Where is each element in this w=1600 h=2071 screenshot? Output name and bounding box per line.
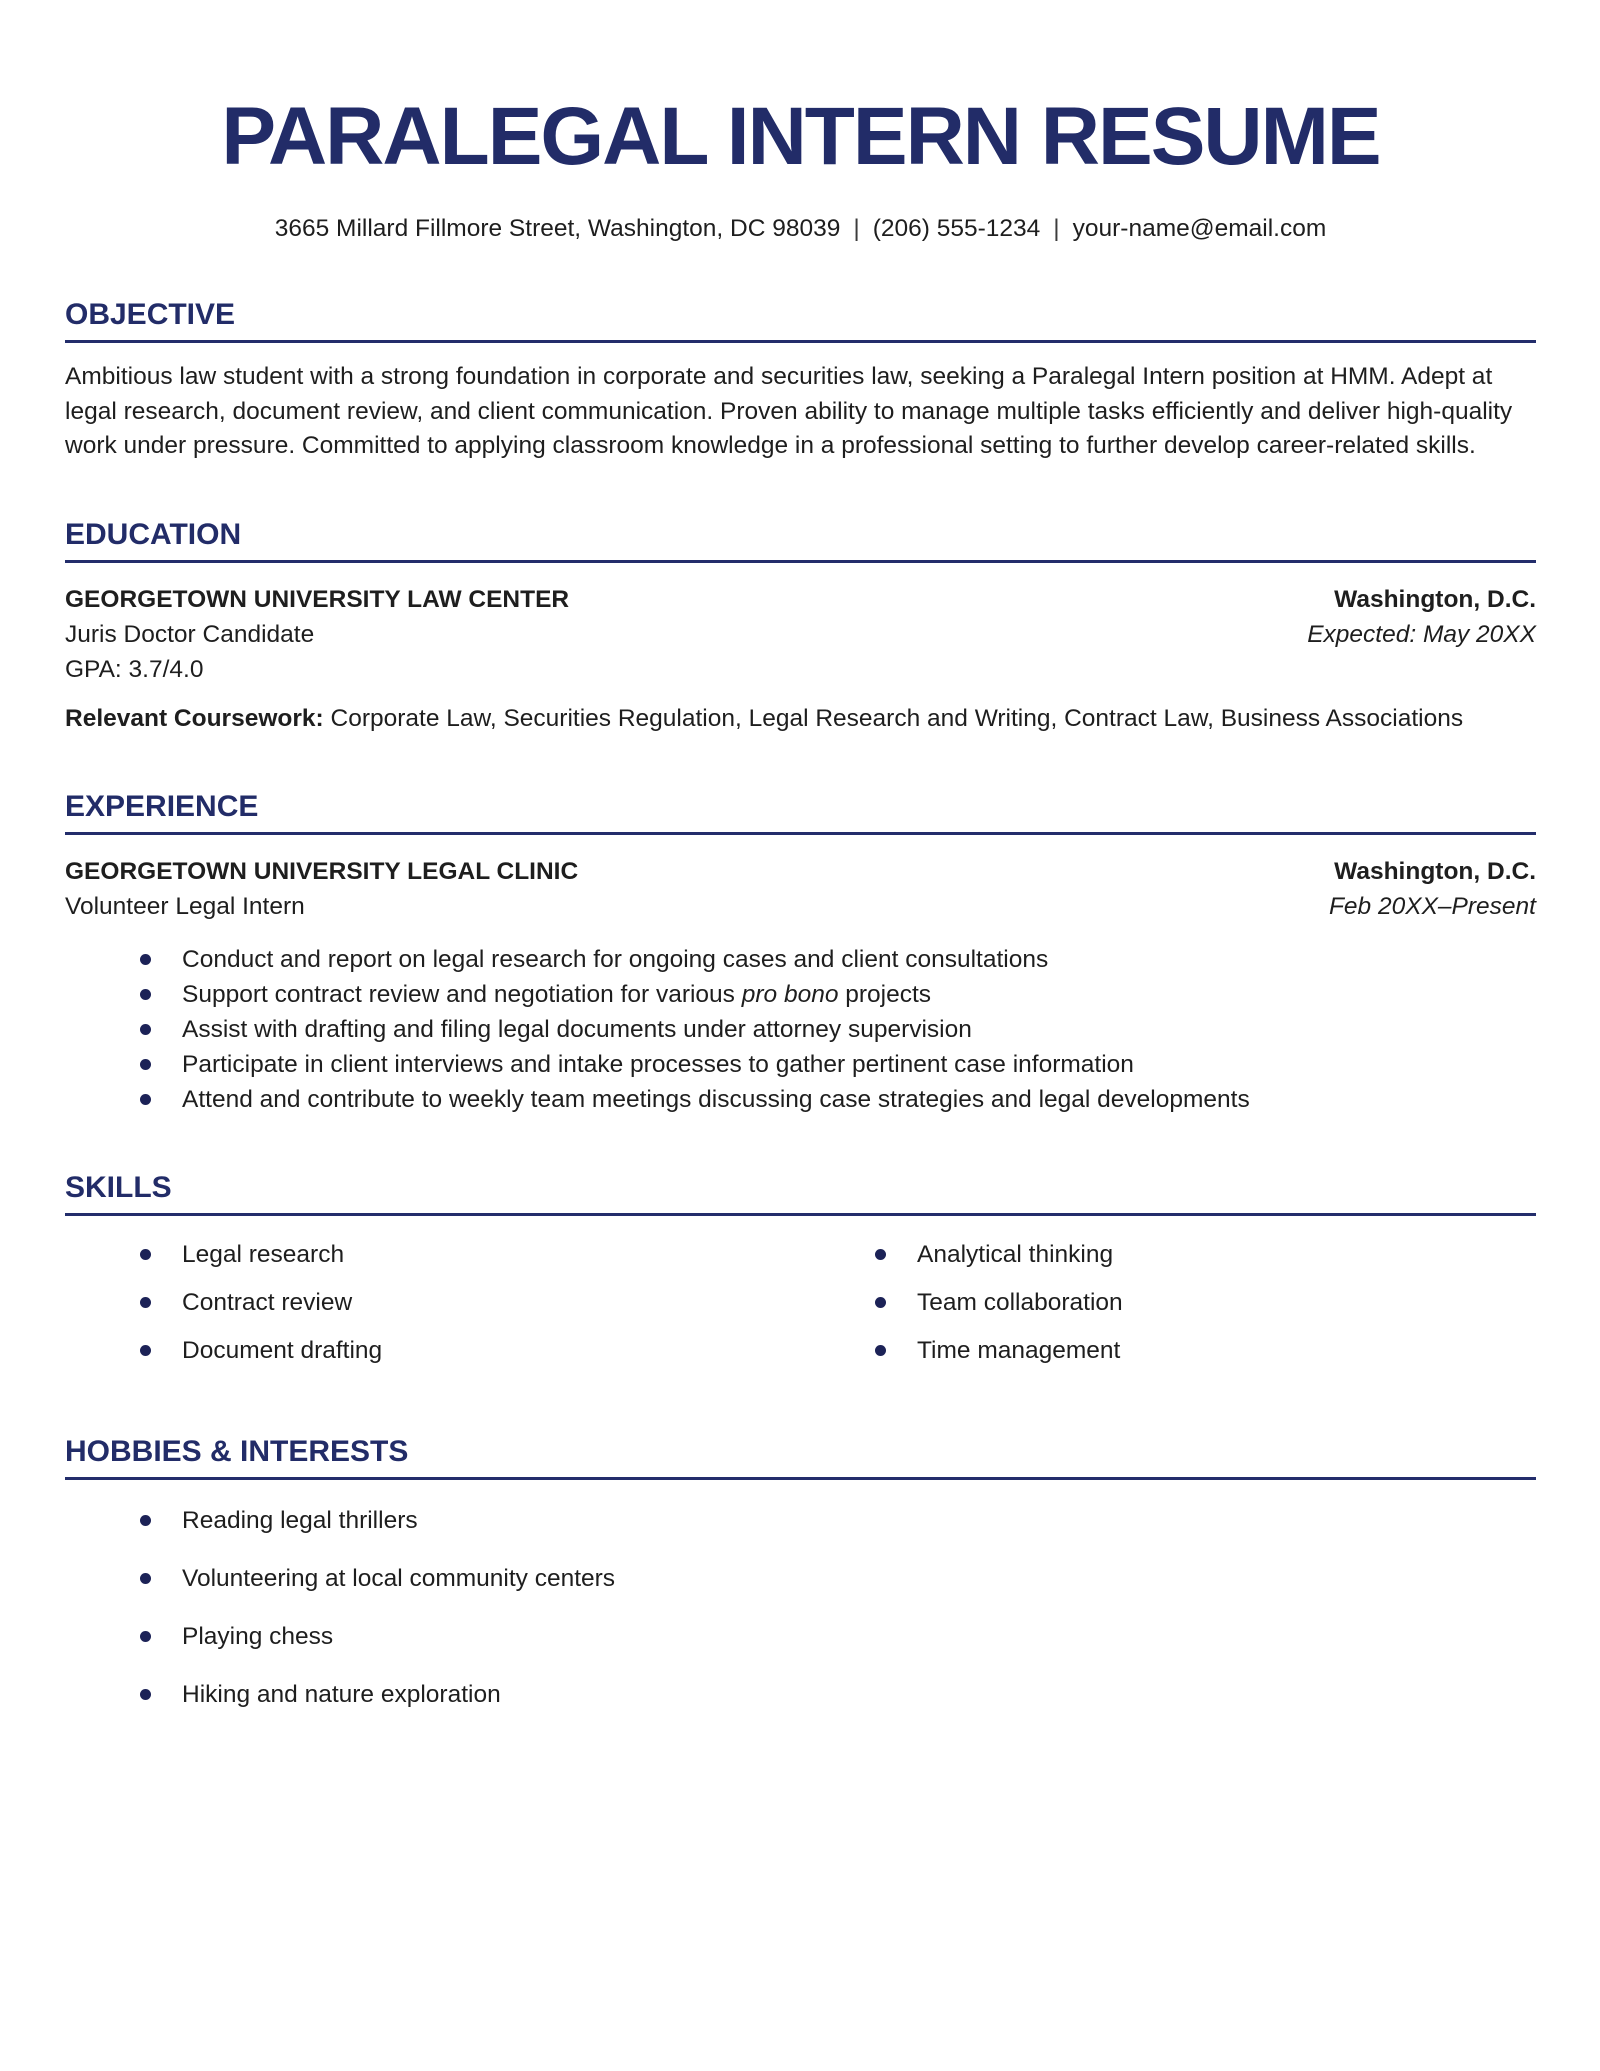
education-gpa-row — [65, 652, 1536, 687]
hobby-item: Hiking and nature exploration — [140, 1677, 1536, 1712]
bullet-text: Conduct and report on legal research for ongoing cases and client consultations — [182, 946, 1049, 973]
section-objective — [65, 299, 1536, 464]
section-education — [65, 519, 1536, 737]
skills-column-left — [65, 1237, 800, 1381]
skill-item: Time management — [875, 1333, 1536, 1368]
education-school: GEORGETOWN UNIVERSITY LAW CENTER — [65, 585, 570, 613]
education-degree: Juris Doctor Candidate — [65, 620, 315, 648]
bullet-text: projects — [838, 981, 932, 1008]
experience-employer: GEORGETOWN UNIVERSITY LEGAL CLINIC — [65, 858, 579, 885]
hobby-item: Reading legal thrillers — [140, 1503, 1536, 1538]
experience-location: Washington, D.C. — [1334, 858, 1536, 885]
hobbies-list — [65, 1503, 1536, 1712]
section-skills — [65, 1172, 1536, 1381]
bullet-text: Participate in client interviews and intake processes to gather pertinent case information — [182, 1051, 1134, 1078]
section-hobbies — [65, 1436, 1536, 1712]
education-coursework — [65, 702, 1465, 737]
contact-email: your-name@email.com — [1072, 215, 1327, 242]
hobby-item: Volunteering at local community centers — [140, 1561, 1536, 1596]
experience-bullet — [140, 1082, 1536, 1117]
objective-text: Ambitious law student with a strong foundation in corporate and securities law, seeking a Paralegal Intern position at HMM. Adept at legal research, document review, and client communication. Proven ability to manage multiple tasks efficiently and deliver high-quality work under pressure. Committed to applying classroom knowledge in a professional setting to further develop career-related skills. — [65, 363, 1513, 459]
skill-item: Team collaboration — [875, 1285, 1536, 1320]
experience-bullet — [140, 1047, 1536, 1082]
coursework-label: Relevant Coursework: — [65, 704, 324, 732]
contact-line — [65, 214, 1536, 244]
skill-item: Legal research — [140, 1237, 800, 1272]
experience-role-row — [65, 889, 1536, 924]
education-date: Expected: May 20XX — [1307, 620, 1536, 648]
skills-columns — [65, 1216, 1536, 1381]
skills-heading: SKILLS — [65, 1172, 1536, 1216]
bullet-text-italic: pro bono — [741, 981, 839, 1008]
experience-dates: Feb 20XX–Present — [1328, 893, 1536, 920]
bullet-text: Support contract review and negotiation for various — [182, 981, 742, 1008]
education-school-row — [65, 582, 1536, 617]
experience-role: Volunteer Legal Intern — [65, 893, 305, 920]
education-location: Washington, D.C. — [1334, 585, 1536, 613]
education-entry — [65, 582, 1536, 687]
education-degree-row — [65, 617, 1536, 652]
bullet-text: Assist with drafting and filing legal documents under attorney supervision — [182, 1016, 972, 1043]
education-heading: EDUCATION — [65, 519, 1536, 563]
experience-bullet — [140, 1012, 1536, 1047]
experience-bullet — [140, 977, 1536, 1012]
page-title: PARALEGAL INTERN RESUME — [221, 91, 1380, 182]
objective-heading: OBJECTIVE — [65, 299, 1536, 343]
section-experience — [65, 791, 1536, 1117]
bullet-text: Attend and contribute to weekly team meetings discussing case strategies and legal developments — [182, 1086, 1250, 1113]
skill-item: Analytical thinking — [875, 1237, 1536, 1272]
skill-item: Document drafting — [140, 1333, 800, 1368]
contact-address: 3665 Millard Fillmore Street, Washington, DC 98039 — [274, 215, 841, 242]
experience-bullet — [140, 942, 1536, 977]
hobby-item: Playing chess — [140, 1619, 1536, 1654]
experience-heading: EXPERIENCE — [65, 791, 1536, 835]
contact-separator: | — [853, 215, 860, 242]
skills-column-right — [800, 1237, 1536, 1381]
hobbies-heading: HOBBIES & INTERESTS — [65, 1436, 1536, 1480]
coursework-list: Corporate Law, Securities Regulation, Legal Research and Writing, Contract Law, Business Associations — [330, 704, 1464, 732]
education-gpa: GPA: 3.7/4.0 — [65, 655, 204, 683]
skill-item: Contract review — [140, 1285, 800, 1320]
experience-entry — [65, 854, 1536, 924]
contact-separator: | — [1053, 215, 1060, 242]
contact-phone: (206) 555-1234 — [872, 215, 1041, 242]
experience-employer-row — [65, 854, 1536, 889]
experience-bullet-list — [65, 942, 1536, 1117]
